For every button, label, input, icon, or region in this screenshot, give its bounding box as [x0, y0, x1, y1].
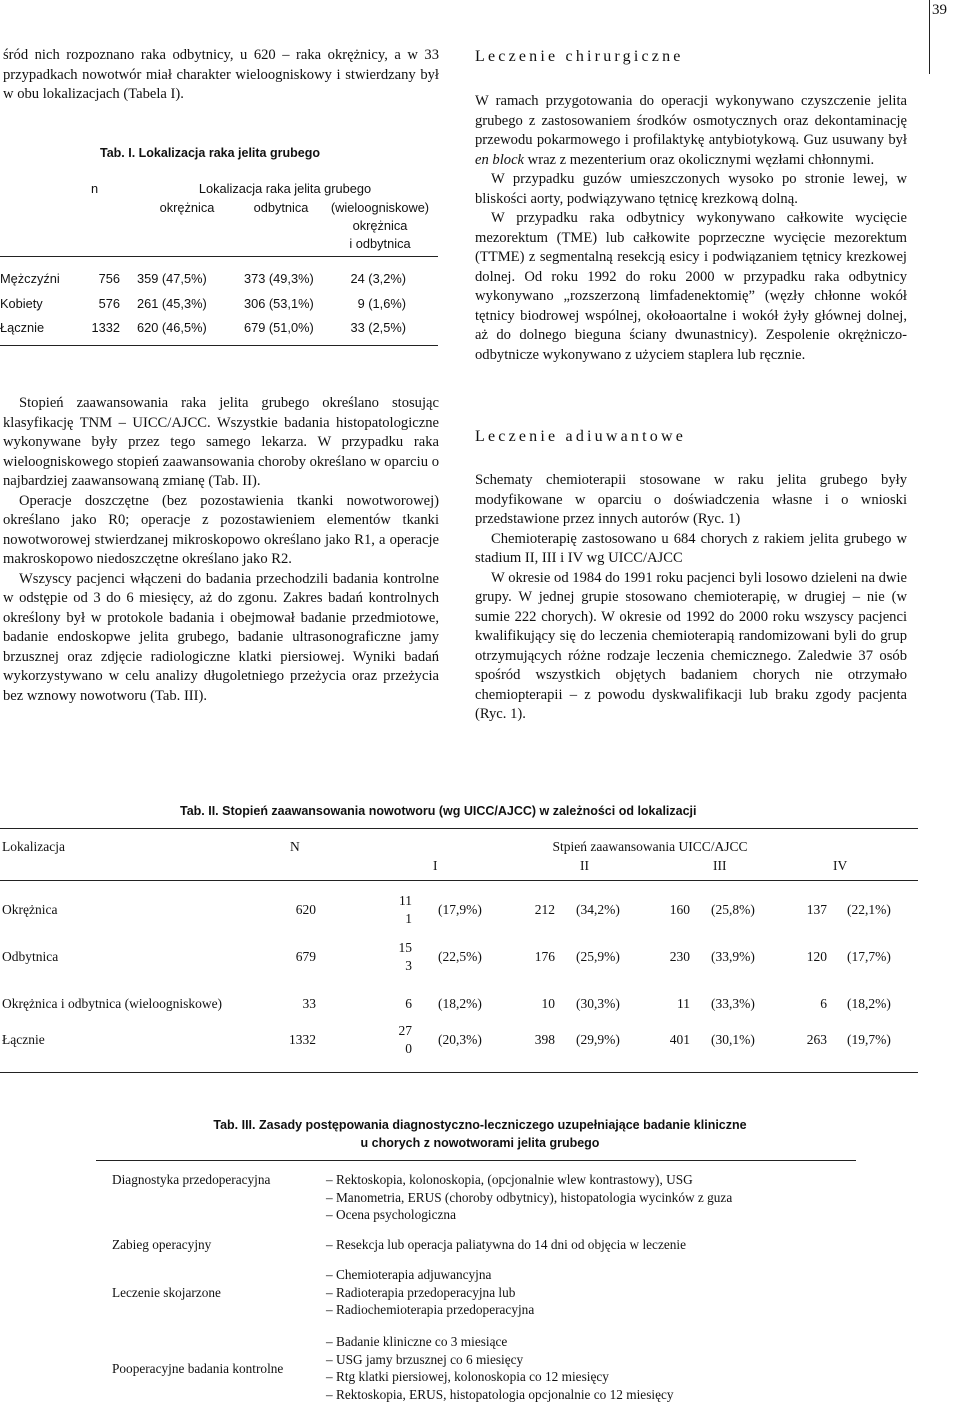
t2-row-ivp: (18,2%): [847, 996, 891, 1011]
t1-row-n: 1332: [91, 320, 120, 335]
t2-row-label: Odbytnica: [2, 949, 59, 964]
t2-row-n: 33: [302, 996, 316, 1011]
t2-row-iii: 230: [669, 949, 690, 964]
t1-header-n: n: [91, 181, 99, 196]
t1-header-rectum: odbytnica: [253, 200, 309, 215]
t2-row-ip: (22,5%): [438, 949, 482, 964]
page-number: 39: [932, 2, 947, 18]
t3-item: – Badanie kliniczne co 3 miesiące: [326, 1333, 674, 1351]
t2-row-ii: 398: [534, 1032, 555, 1047]
t2-row-ip: (20,3%): [438, 1032, 482, 1047]
t2-row-iip: (25,9%): [576, 949, 620, 964]
t2-header-stage: Stpień zaawansowania UICC/AJCC: [552, 839, 748, 854]
t1-row-rectum: 679 (51,0%): [244, 320, 314, 335]
t2-row-ii: 10: [541, 996, 555, 1011]
right-p1-end: wraz z mezenterium oraz okolicznymi węzłami chłonnymi.: [524, 151, 875, 168]
t1-row-colon: 359 (47,5%): [137, 271, 207, 286]
t2-row-iip: (34,2%): [576, 902, 620, 917]
right-p1-text: W ramach przygotowania do operacji wykonywano czyszczenie jelita grubego z zastosowaniem środków osmotycznych oraz dekontaminację przewodu pokarmowego i profilaktykę antybiotykową. Guz usuwany był: [475, 93, 907, 148]
t2-header-IV: IV: [833, 858, 848, 873]
t2-row-iv: 120: [806, 949, 827, 964]
t2-row-ii: 212: [534, 902, 555, 917]
t2-row-iv: 263: [806, 1032, 827, 1047]
t2-row-iip: (30,3%): [576, 996, 620, 1011]
t3-rule-top: [96, 1160, 856, 1161]
t2-row-n: 620: [295, 902, 316, 917]
table3-caption-line2: u chorych z nowotworami jelita grubego: [360, 1136, 600, 1150]
t2-row-iiip: (30,1%): [711, 1032, 755, 1047]
t2-row-ivp: (17,7%): [847, 949, 891, 964]
t3-item: – Radiochemioterapia przedoperacyjna: [326, 1301, 534, 1319]
t2-row-ii: 176: [534, 949, 555, 964]
t3-row-label: Leczenie skojarzone: [112, 1285, 221, 1300]
table2-caption: Tab. II. Stopień zaawansowania nowotworu (wg UICC/AJCC) w zależności od lokalizacji: [180, 804, 697, 818]
t2-row-ip: (18,2%): [438, 996, 482, 1011]
t2-row-iii: 401: [669, 1032, 690, 1047]
t3-row-items: [326, 1236, 686, 1254]
t2-row-i1: 27: [398, 1023, 412, 1038]
right-p1-italic: en block: [475, 151, 525, 168]
t2-row-ivp: (19,7%): [847, 1032, 891, 1047]
t3-row-items: [326, 1266, 534, 1319]
table3-caption-line1: Tab. III. Zasady postępowania diagnostyczno-leczniczego uzupełniające badanie kliniczne: [213, 1118, 747, 1132]
left-paragraph: Operacje doszczętne (bez pozostawienia tkanki nowotworowej) określano jako R0; operacje z pozostawieniem elementów tkanki nowotworowej stwierdzanej mikroskopowo określano jako R1, a operacje makroskopowo niedoszczętne określano jako R2.: [3, 492, 439, 567]
t3-row-label: Diagnostyka przedoperacyjna: [112, 1172, 271, 1187]
t1-header-group: Lokalizacja raka jelita grubego: [198, 181, 372, 196]
t3-row-label: Zabieg operacyjny: [112, 1237, 212, 1252]
intro-text: śród nich rozpoznano raka odbytnicy, u 620 – raka okrężnicy, a w 33 przypadkach nowotwór miał charakter wieloogniskowy i stwierdzany był w obu lokalizacjach (Tabela I).: [3, 47, 439, 102]
t3-row-label: Pooperacyjne badania kontrolne: [112, 1361, 284, 1376]
t2-row-i2: 3: [405, 958, 412, 973]
table1-caption: Tab. I. Lokalizacja raka jelita grubego: [100, 146, 320, 160]
t2-row-label: Łącznie: [2, 1032, 45, 1047]
t3-item: – Rektoskopia, ERUS, histopatologia opcjonalnie co 12 miesięcy: [326, 1386, 674, 1404]
t1-row-n: 576: [98, 296, 120, 311]
t2-row-ip: (17,9%): [438, 902, 482, 917]
t2-row-iip: (29,9%): [576, 1032, 620, 1047]
t2-row-label: Okrężnica: [2, 902, 58, 917]
t3-row-items: [326, 1333, 674, 1403]
t3-item: – USG jamy brzusznej co 6 miesięcy: [326, 1351, 674, 1369]
t3-row-items: [326, 1171, 732, 1224]
t2-row-iiip: (33,3%): [711, 996, 755, 1011]
right-paragraph: W przypadku guzów umieszczonych wysoko po stronie lewej, w bliskości aorty, podwiązywano tętnicę krezkową dolną.: [475, 171, 907, 207]
t1-header-multi-1: (wieloogniskowe): [330, 200, 430, 215]
section-heading-surgery: Leczenie chirurgiczne: [475, 48, 684, 65]
t1-row-rectum: 373 (49,3%): [244, 271, 314, 286]
t3-item: – Chemioterapia adjuwancyjna: [326, 1266, 534, 1284]
t2-row-iiip: (25,8%): [711, 902, 755, 917]
right-paragraph: W przypadku raka odbytnicy wykonywano całkowite wycięcie mezorektum (TME) lub całkowite poprzeczne wycięcie mezorektum (TTME) z segmentalną resekcją esicy i podwiązaniem tętnicy krezkowej dolnej. Od roku 1992 do roku 2000 w przypadku raka odbytnicy wykonywano „rozszerzoną limfadenektomię” (węzły chłonne wokół tętnicy biodrowej wspólnej, okołoaortalne i wokół żyły głównej dolnej, aż do dolnego bieguna ściany dwunastnicy). Zespolenie okrężniczo-odbytnicze wykonywano z użyciem staplera lub ręcznie.: [475, 210, 907, 363]
t2-header-III: III: [713, 858, 727, 873]
right-paragraph: Chemioterapię zastosowano u 684 chorych z rakiem jelita grubego w stadium II, III i IV wg UICC/AJCC: [475, 530, 907, 566]
t1-row-multi: 24 (3,2%): [350, 271, 406, 286]
t2-row-iiip: (33,9%): [711, 949, 755, 964]
t1-header-multi-2: okrężnica: [352, 218, 408, 233]
t2-row-iii: 160: [669, 902, 690, 917]
t2-row-i1: 6: [405, 996, 412, 1011]
t1-row-multi: 9 (1,6%): [357, 296, 406, 311]
section-heading-adjuvant: Leczenie adiuwantowe: [475, 428, 687, 445]
right-paragraph: W okresie od 1984 do 1991 roku pacjenci byli losowo dzieleni na dwie grupy. W jednej grupie stosowano chemioterapię, w drugiej – nie (w sumie 222 chorych). W okresie od 1992 do 2000 roku wszyscy pacjenci kwalifikujący się do leczenia chemioterapią randomizowani byli do grup otrzymujących różne rodzaje leczenia chemicznego. Zaledwie 37 osób spośród wszystkich objętych badaniem chorych nie otrzymało chemiopterapii – z powodu dyskwalifikacji lub braku zgody pacjenta (Ryc. 1).: [475, 569, 907, 722]
t2-row-n: 679: [295, 949, 316, 964]
t2-row-i2: 0: [405, 1041, 412, 1056]
t1-row-label: Łącznie: [0, 320, 45, 335]
t2-row-i1: 11: [399, 893, 412, 908]
t2-row-label: Okrężnica i odbytnica (wieloogniskowe): [2, 996, 223, 1011]
right-paragraph: Schematy chemioterapii stosowane w raku jelita grubego były modyfikowane w oparciu o doświadczenia własne i o wnioski przedstawione przez innych autorów (Ryc. 1): [475, 472, 907, 527]
t2-header-n: N: [290, 839, 300, 854]
t1-row-rectum: 306 (53,1%): [244, 296, 314, 311]
t1-header-colon: okrężnica: [159, 200, 215, 215]
t1-row-multi: 33 (2,5%): [350, 320, 406, 335]
t2-row-iv: 6: [820, 996, 827, 1011]
t3-item: – Ocena psychologiczna: [326, 1206, 732, 1224]
t2-header-location: Lokalizacja: [2, 839, 65, 854]
t3-item: – Rtg klatki piersiowej, kolonoskopia co 12 miesięcy: [326, 1368, 674, 1386]
t1-row-colon: 261 (45,3%): [137, 296, 207, 311]
t1-header-multi-3: i odbytnica: [349, 236, 411, 251]
t3-item: – Resekcja lub operacja paliatywna do 14 dni od objęcia w leczenie: [326, 1236, 686, 1254]
left-paragraph: Wszyscy pacjenci włączeni do badania przechodzili badania kontrolne w odstępie od 3 do 6 miesięcy, aż do zgonu. Zakres badań kontrolnych określony był w protokole badania i obejmował badanie przedmiotowe, badanie endoskopwe jelita grubego, badanie ultrasonograficzne jamy brzusznej oraz zdjęcie radiologiczne klatki piersiowej. Wyniki badań wykorzystywano w celu analizy długoletniego przeżycia oraz przeżycia bez wznowy nowotworu (Tab. III).: [3, 570, 439, 704]
t2-row-i2: 1: [405, 911, 412, 926]
t2-header-I: I: [433, 858, 438, 873]
t3-item: – Manometria, ERUS (choroby odbytnicy), histopatologia wycinków z guza: [326, 1189, 732, 1207]
t1-row-n: 756: [98, 271, 120, 286]
t2-row-ivp: (22,1%): [847, 902, 891, 917]
t1-row-colon: 620 (46,5%): [137, 320, 207, 335]
t1-row-label: Kobiety: [0, 296, 43, 311]
t3-item: – Rektoskopia, kolonoskopia, (opcjonalnie wlew kontrastowy), USG: [326, 1171, 732, 1189]
t1-row-label: Mężczyźni: [0, 271, 60, 286]
t3-item: – Radioterapia przedoperacyjna lub: [326, 1284, 534, 1302]
t2-row-iv: 137: [806, 902, 827, 917]
t2-row-n: 1332: [289, 1032, 316, 1047]
t2-row-iii: 11: [677, 996, 690, 1011]
t2-row-i1: 15: [398, 940, 412, 955]
t2-header-II: II: [580, 858, 589, 873]
left-paragraph: Stopień zaawansowania raka jelita grubego określano stosując klasyfikację TNM – UICC/AJCC. Wszystkie badania histopatologiczne wykonywane były przez tego samego lekarza. W przypadku raka wieloogniskowego stopień zaawansowania choroby określano w oparciu o najbardziej zaawansowaną zmianę (Tab. II).: [3, 395, 439, 489]
